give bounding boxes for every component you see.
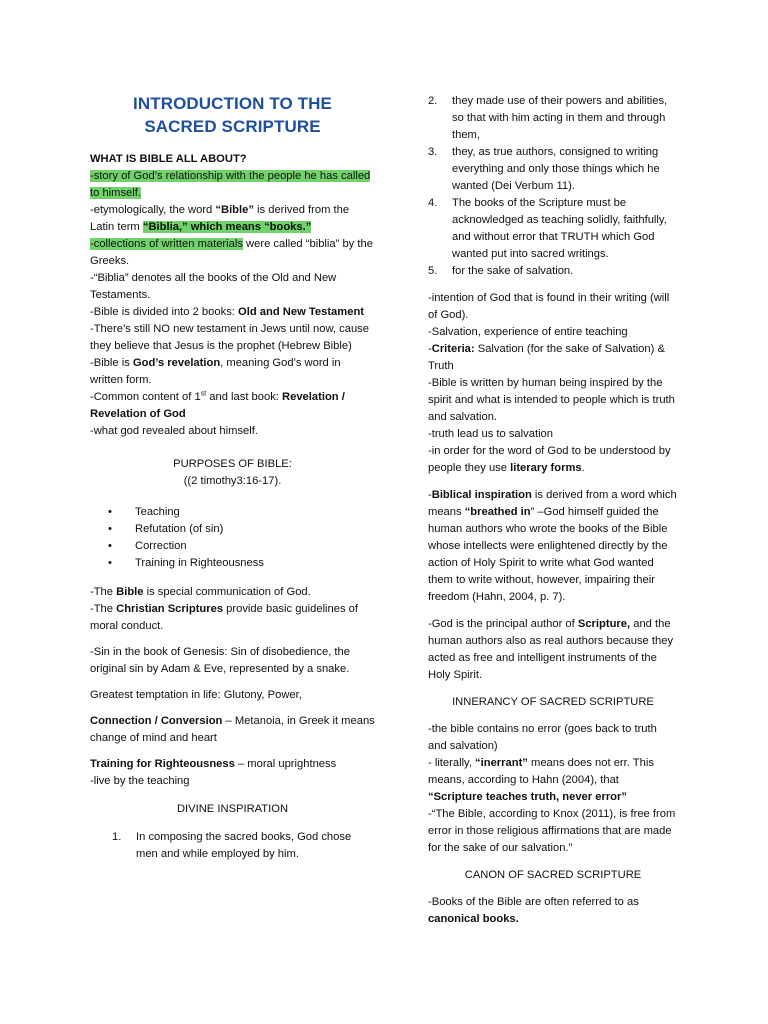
left-column — [90, 92, 375, 863]
title-line-1: INTRODUCTION TO THE — [133, 94, 332, 113]
common-content-line: -Common content of 1st and last book: Revelation / Revelation of God — [90, 390, 345, 420]
list-item: 4. The books of the Scripture must be acknowledged as teaching solidly, faithfully, and without error that TRUTH which God wanted put into sacred writings. — [428, 197, 667, 260]
sin-paragraph: -Sin in the book of Genesis: Sin of disobedience, the original sin by Adam & Eve, represented by a snake. — [90, 646, 350, 675]
purposes-reference: ((2 timothy3:16-17). — [183, 475, 282, 487]
truth-line: -truth lead us to salvation — [428, 428, 553, 440]
live-line: -live by the teaching — [90, 775, 190, 787]
purposes-heading: PURPOSES OF BIBLE: — [173, 458, 292, 470]
list-item: • Correction — [108, 538, 375, 555]
training-line: Training for Righteousness – moral uprightness — [90, 758, 337, 770]
literary-forms-line: -in order for the word of God to be understood by people they use literary forms. — [428, 445, 671, 474]
story-line: -story of God’s relationship with the people he has called to himself. — [90, 170, 371, 199]
biblia-denotes-line: -“Biblia” denotes all the books of the Old and New Testaments. — [90, 272, 337, 301]
divine-list — [90, 829, 375, 863]
etymology-line: -etymologically, the word “Bible” is derived from the Latin term “Biblia,” which means “books.” — [90, 204, 350, 233]
inspiration-paragraph: -Biblical inspiration is derived from a word which means “breathed in” –God himself guided the human authors who wrote the books of the Bible whose intellects were enlightened directly by the action of Holy Spirit to write what God wanted them to write without, however, impairing their freedom (Hahn, 2004, p. 7). — [428, 489, 677, 603]
divine-heading: DIVINE INSPIRATION — [176, 803, 289, 815]
title-line-2: SACRED SCRIPTURE — [144, 117, 321, 136]
list-item: 1. In composing the sacred books, God chose men and while employed by him. — [112, 831, 352, 860]
criteria-line: -Criteria: Salvation (for the sake of Salvation) & Truth — [428, 343, 665, 372]
divine-list-continued — [428, 93, 678, 280]
right-column — [428, 93, 678, 928]
knox-line: -“The Bible, according to Knox (2011), is free from error in those religious affirmations that are made for the sake of our salvation.” — [428, 808, 676, 854]
written-line: -Bible is written by human being inspired by the spirit and what is intended to people which is truth and salvation. — [428, 377, 675, 423]
divided-line: -Bible is divided into 2 books: Old and New Testament — [90, 306, 364, 318]
what-heading: WHAT IS BIBLE ALL ABOUT? — [90, 153, 247, 165]
list-item: • Teaching — [108, 504, 375, 521]
revelation-line: -Bible is God’s revelation, meaning God’s word in written form. — [90, 357, 341, 386]
intention-line: -intention of God that is found in their writing (will of God). — [428, 292, 670, 321]
teaches-truth-line: “Scripture teaches truth, never error” — [428, 791, 627, 803]
list-item: 5. for the sake of salvation. — [428, 265, 574, 277]
page-title — [90, 92, 375, 138]
inerrant-line: - literally, “inerrant” means does not err. This means, according to Hahn (2004), that — [428, 757, 654, 786]
list-item: 2. they made use of their powers and abilities, so that with him acting in them and through them, — [428, 95, 668, 141]
inerrancy-heading: INNERANCY OF SACRED SCRIPTURE — [452, 696, 654, 708]
principal-author-paragraph: -God is the principal author of Scripture, and the human authors also as real authors because they acted as free and intelligent instruments of the Holy Spirit. — [428, 618, 674, 681]
conversion-paragraph: Connection / Conversion – Metanoia, in Greek it means change of mind and heart — [90, 715, 375, 744]
christian-line: -The Christian Scriptures provide basic guidelines of moral conduct. — [90, 603, 359, 632]
what-god-line: -what god revealed about himself. — [90, 425, 258, 437]
temptation-paragraph: Greatest temptation in life: Glutony, Power, — [90, 689, 302, 701]
list-item: • Refutation (of sin) — [108, 521, 375, 538]
canon-heading: CANON OF SACRED SCRIPTURE — [464, 869, 642, 881]
canonical-books-line: -Books of the Bible are often referred to as canonical books. — [428, 896, 639, 925]
purposes-list — [90, 504, 375, 572]
list-item: • Training in Righteousness — [108, 555, 375, 572]
special-line: -The Bible is special communication of God. — [90, 586, 311, 598]
salvation-line: -Salvation, experience of entire teaching — [428, 326, 628, 338]
list-item: 3. they, as true authors, consigned to writing everything and only those things which he wanted (Dei Verbum 11). — [428, 146, 660, 192]
no-error-line: -the bible contains no error (goes back to truth and salvation) — [428, 723, 657, 752]
collections-line: -collections of written materials were called “biblia” by the Greeks. — [90, 238, 373, 267]
still-no-line: -There’s still NO new testament in Jews until now, cause they believe that Jesus is the prophet (Hebrew Bible) — [90, 323, 369, 352]
